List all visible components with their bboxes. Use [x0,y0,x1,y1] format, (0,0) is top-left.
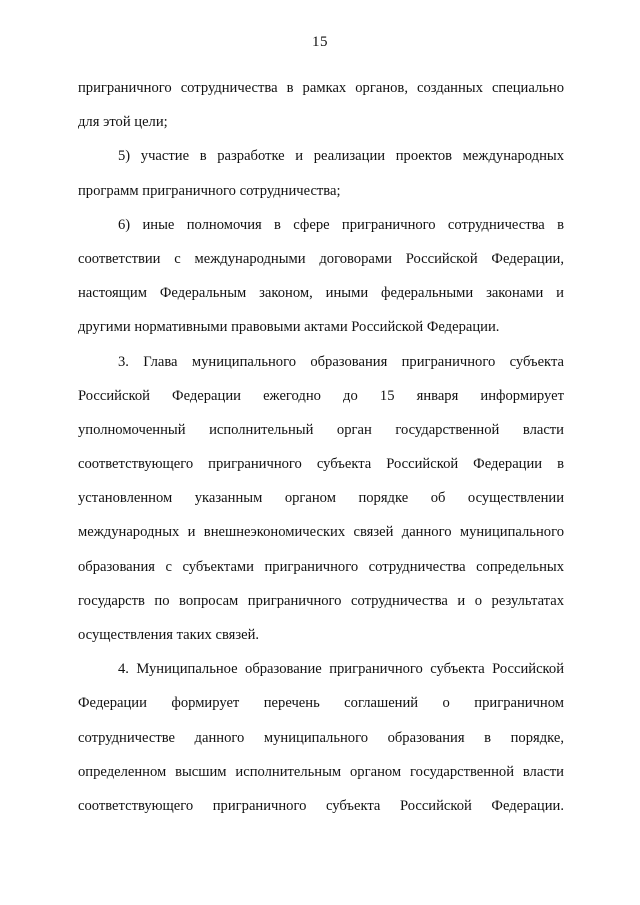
text-line: определенном высшим исполнительным органом государственной власти [78,763,564,780]
page-number: 15 [312,34,328,50]
paragraph-continuation [78,71,564,139]
text-line: настоящим Федеральным законом, иными федеральными законами и [78,285,564,302]
text-line: уполномоченный исполнительный орган государственной власти [78,421,564,438]
text-line: 3. Глава муниципального образования приграничного субъекта [118,353,564,370]
text-line: осуществления таких связей. [78,627,260,643]
paragraph-clause-3 [78,345,564,653]
text-line: государств по вопросам приграничного сотрудничества и о результатах [78,592,564,609]
text-line: другими нормативными правовыми актами Российской Федерации. [78,319,500,336]
text-line: установленном указанным органом порядке об осуществлении [78,490,564,507]
text-line: 5) участие в разработке и реализации проектов международных [118,148,564,165]
text-line: сотрудничестве данного муниципального образования в порядке, [78,729,564,746]
text-line: соответствии с международными договорами Российской Федерации, [78,250,564,267]
text-line: 6) иные полномочия в сфере приграничного сотрудничества в [118,216,564,233]
text-line: соответствующего приграничного субъекта Российской Федерации. [78,797,564,814]
text-line: международных и внешнеэкономических связей данного муниципального [78,524,564,541]
document-body [78,71,564,823]
text-line: Российской Федерации ежегодно до 15 января информирует [78,387,564,404]
text-line: программ приграничного сотрудничества; [78,182,341,199]
paragraph-item-6 [78,208,564,345]
text-line: для этой цели; [78,114,168,131]
paragraph-item-5 [78,139,564,207]
text-line: соответствующего приграничного субъекта Российской Федерации в [78,456,564,473]
paragraph-clause-4 [78,652,564,823]
text-line: Федерации формирует перечень соглашений о приграничном [78,695,564,712]
text-line: образования с субъектами приграничного сотрудничества сопредельных [78,558,564,575]
text-line: 4. Муниципальное образование приграничного субъекта Российской [118,661,564,678]
text-line: приграничного сотрудничества в рамках органов, созданных специально [78,80,564,96]
